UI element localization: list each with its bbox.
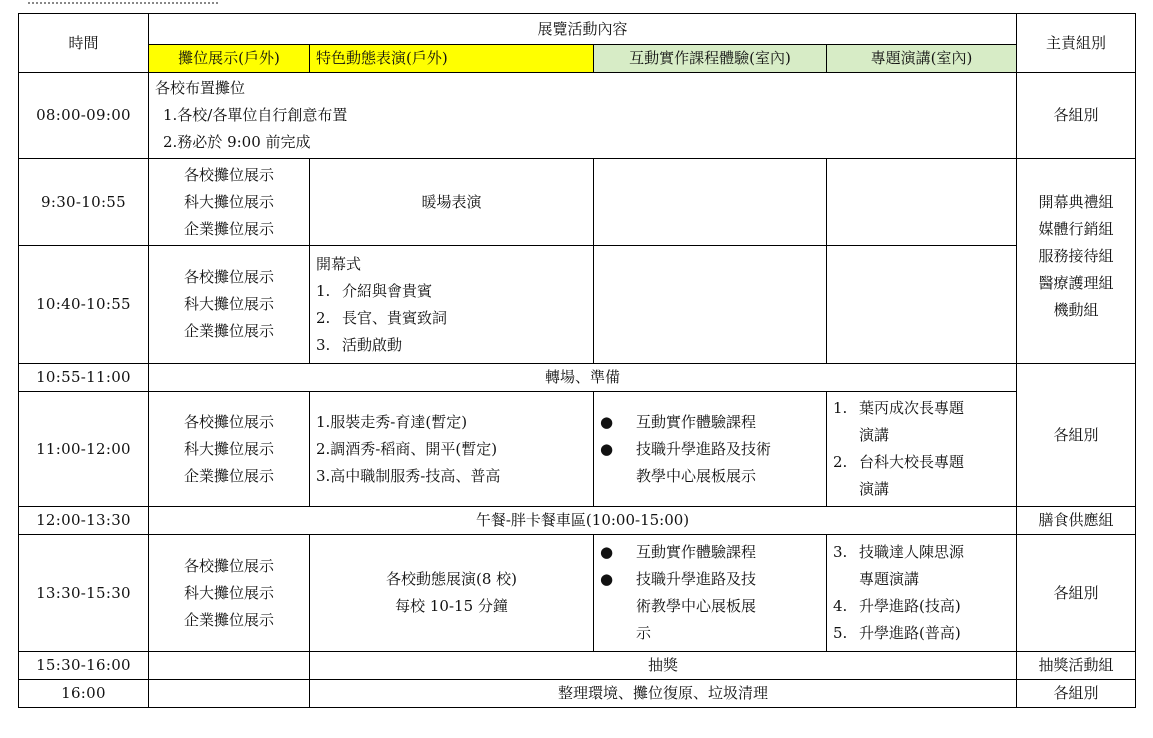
owner-cell: 各組別 [1017, 535, 1136, 652]
booth-cell [149, 159, 310, 246]
performance-cell [310, 246, 594, 364]
owner-line: 機動組 [1053, 301, 1099, 319]
setup-line: 1.各校/各單位自行創意布置 [163, 106, 348, 124]
subheader-row [19, 45, 1136, 73]
booth-line: 企業攤位展示 [183, 610, 274, 629]
bullet-icon: ● [600, 570, 614, 588]
owner-cell: 各組別 [1017, 680, 1136, 708]
table-row [19, 652, 1136, 680]
span-cell: 午餐-胖卡餐車區(10:00-15:00) [149, 507, 1017, 535]
course-item: ● 技職升學進路及技 術教學中心展板展 示 [600, 566, 820, 647]
course-item: ● 互動實作體驗課程 [600, 539, 820, 566]
performance-line: 每校 10-15 分鐘 [395, 597, 508, 615]
schedule-table [18, 13, 1136, 708]
booth-line: 各校攤位展示 [183, 268, 274, 286]
owner-line: 開幕典禮組 [1038, 193, 1114, 211]
owner-cell: 抽獎活動組 [1017, 652, 1136, 680]
booth-line: 科大攤位展示 [183, 583, 274, 602]
setup-cell [149, 73, 1017, 159]
header-content: 展覽活動內容 [149, 14, 1017, 45]
bullet-icon: ● [600, 543, 614, 561]
header-owner: 主責組別 [1017, 14, 1136, 73]
course-cell [594, 535, 827, 652]
time-cell: 11:00-12:00 [19, 392, 149, 507]
table-row [19, 246, 1136, 364]
booth-cell [149, 535, 310, 652]
talk-item: 1. 葉丙成次長專題 演講 [833, 399, 965, 444]
col-course: 互動實作課程體驗(室內) [594, 45, 827, 73]
table-row [19, 392, 1136, 507]
booth-line: 科大攤位展示 [183, 295, 274, 313]
performance-line: 1.服裝走秀-育達(暫定) [316, 412, 468, 431]
booth-cell [149, 246, 310, 364]
talk-item: 2. 台科大校長專題 演講 [833, 453, 965, 498]
owner-cell: 各組別 [1017, 364, 1136, 507]
table-row [19, 507, 1136, 535]
talks-cell [827, 159, 1017, 246]
talks-cell [827, 246, 1017, 364]
owner-line: 服務接待組 [1038, 247, 1114, 265]
bullet-icon: ● [600, 412, 614, 431]
performance-line: 各校動態展演(8 校) [385, 570, 518, 588]
header-row [19, 14, 1136, 45]
booth-line: 企業攤位展示 [183, 466, 274, 485]
talk-item: 4. 升學進路(技高) [833, 597, 961, 615]
ceremony-item: 1. 介紹與會貴賓 [316, 281, 433, 300]
col-performance: 特色動態表演(戶外) [310, 45, 594, 73]
booth-line: 各校攤位展示 [183, 165, 274, 184]
span-cell: 轉場、準備 [149, 364, 1017, 392]
table-row [19, 159, 1136, 246]
time-cell: 13:30-15:30 [19, 535, 149, 652]
time-cell: 15:30-16:00 [19, 652, 149, 680]
setup-line: 2.務必於 9:00 前完成 [163, 133, 311, 151]
owner-cell: 各組別 [1017, 73, 1136, 159]
header-time: 時間 [19, 14, 149, 73]
time-cell: 08:00-09:00 [19, 73, 149, 159]
performance-cell [310, 535, 594, 652]
talks-cell [827, 535, 1017, 652]
owner-cell: 膳食供應組 [1017, 507, 1136, 535]
time-cell: 10:40-10:55 [19, 246, 149, 364]
table-row [19, 364, 1136, 392]
talk-item: 3. 技職達人陳思源 專題演講 [833, 543, 965, 588]
table-row [19, 535, 1136, 652]
booth-line: 科大攤位展示 [183, 192, 274, 211]
performance-cell [310, 392, 594, 507]
booth-line: 科大攤位展示 [183, 439, 274, 458]
ceremony-item: 2. 長官、貴賓致詞 [316, 308, 448, 327]
course-item: ● 技職升學進路及技術 教學中心展板展示 [600, 436, 820, 490]
booth-cell [149, 680, 310, 708]
booth-line: 企業攤位展示 [183, 219, 274, 238]
col-talks: 專題演講(室內) [827, 45, 1017, 73]
owner-cell [1017, 159, 1136, 364]
booth-line: 各校攤位展示 [183, 556, 274, 575]
time-cell: 16:00 [19, 680, 149, 708]
owner-line: 醫療護理組 [1038, 274, 1114, 292]
performance-cell: 暖場表演 [310, 159, 594, 246]
booth-line: 企業攤位展示 [183, 322, 274, 340]
course-cell [594, 246, 827, 364]
course-cell [594, 159, 827, 246]
bullet-icon: ● [600, 439, 614, 458]
talk-item: 5. 升學進路(普高) [833, 624, 961, 642]
performance-line: 3.高中職制服秀-技高、普高 [316, 466, 501, 485]
time-cell: 10:55-11:00 [19, 364, 149, 392]
span-cell: 整理環境、攤位復原、垃圾清理 [310, 680, 1017, 708]
table-row [19, 73, 1136, 159]
talks-cell [827, 392, 1017, 507]
time-cell: 9:30-10:55 [19, 159, 149, 246]
owner-line: 媒體行銷組 [1038, 220, 1114, 238]
course-item: ● 互動實作體驗課程 [600, 409, 820, 436]
ceremony-title: 開幕式 [316, 254, 362, 273]
booth-cell [149, 652, 310, 680]
table-row [19, 680, 1136, 708]
booth-cell [149, 392, 310, 507]
span-cell: 抽獎 [310, 652, 1017, 680]
header-rule [28, 2, 218, 10]
course-cell [594, 392, 827, 507]
performance-line: 2.調酒秀-稻商、開平(暫定) [316, 439, 498, 458]
col-booth: 攤位展示(戶外) [149, 45, 310, 73]
booth-line: 各校攤位展示 [183, 412, 274, 431]
setup-line: 各校布置攤位 [155, 79, 246, 97]
time-cell: 12:00-13:30 [19, 507, 149, 535]
ceremony-item: 3. 活動啟動 [316, 335, 403, 354]
